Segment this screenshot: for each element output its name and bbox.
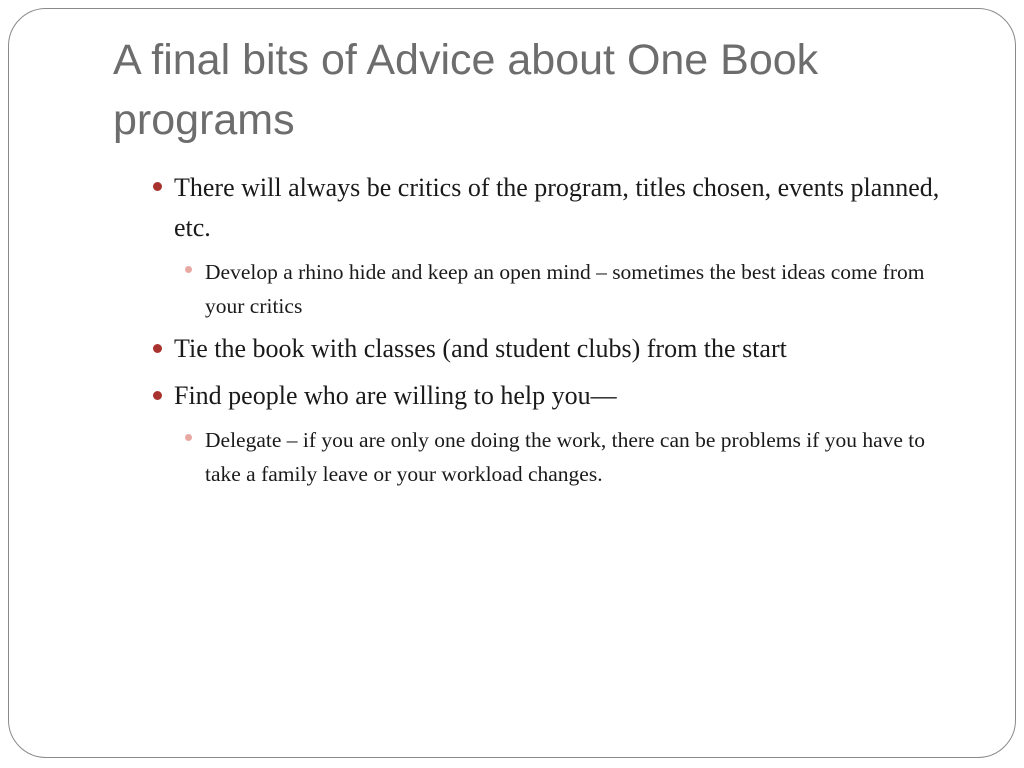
- sub-bullet-dot-icon: [185, 434, 192, 441]
- bullet-dot-icon: [153, 344, 162, 353]
- bullet-item-tie-book-classes: Tie the book with classes (and student clubs) from the start: [174, 334, 787, 363]
- bullet-dot-icon: [153, 391, 162, 400]
- sub-bullet-item-delegate: Delegate – if you are only one doing the work, there can be problems if you have to take a family leave or your workload changes.: [205, 428, 926, 486]
- sub-bullet-item-rhino-hide: Develop a rhino hide and keep an open mind – sometimes the best ideas come from your critics: [205, 260, 925, 318]
- sub-bullet-dot-icon: [185, 266, 192, 273]
- bullet-dot-icon: [153, 182, 162, 191]
- bullet-item-find-helpers: Find people who are willing to help you—: [174, 381, 617, 410]
- slide-title: A final bits of Advice about One Book programs: [113, 36, 819, 144]
- bullet-item-critics: There will always be critics of the program, titles chosen, events planned, etc.: [174, 173, 940, 242]
